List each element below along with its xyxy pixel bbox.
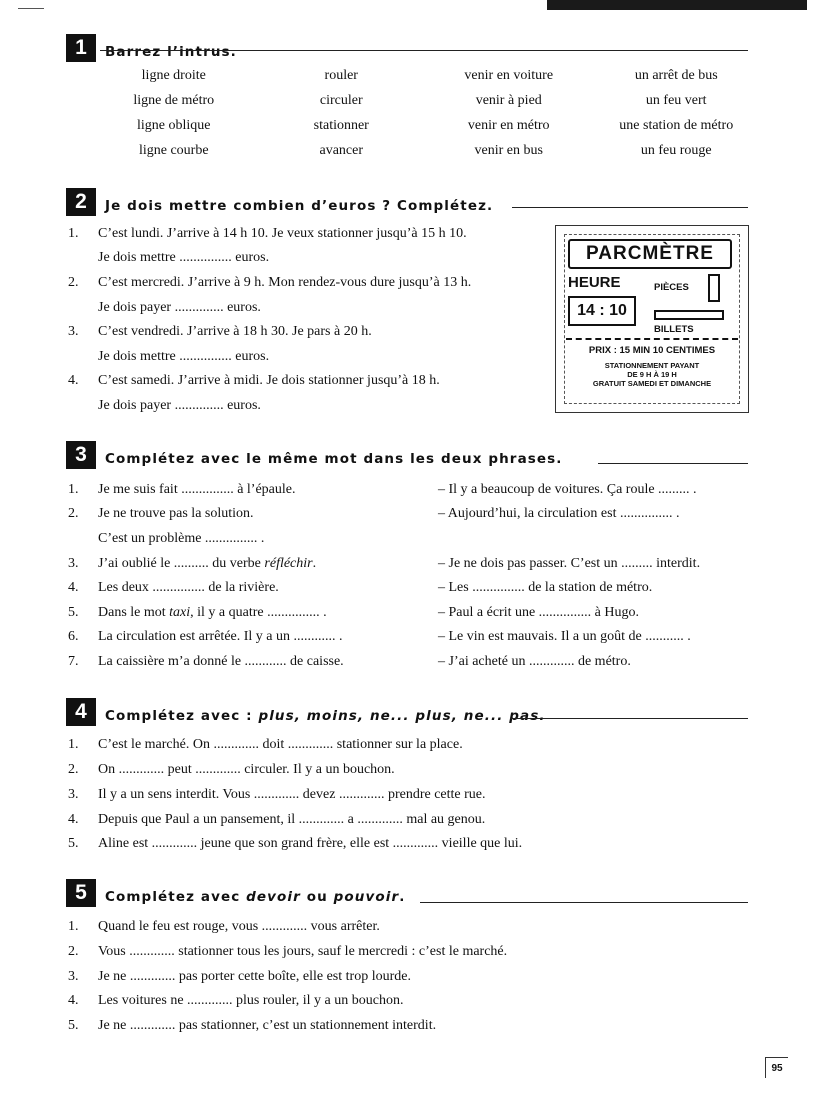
item-text: La circulation est arrêtée. Il y a un ............ .	[98, 629, 343, 644]
word-cell: ligne droite	[141, 68, 206, 83]
meter-title: PARCMÈTRE	[568, 239, 732, 269]
ex4-item	[68, 759, 395, 781]
item-text: Depuis que Paul a un pansement, il ............. a ............. mal au genou.	[98, 812, 486, 827]
item-number: 5.	[68, 1018, 79, 1033]
parking-meter-illustration	[555, 225, 749, 413]
ex3-right-item: – Il y a beaucoup de voitures. Ça roule ......... .	[438, 482, 697, 497]
word-cell: avancer	[319, 143, 364, 158]
item-text: Vous ............. stationner tous les jours, sauf le mercredi : c’est le marché.	[98, 944, 508, 959]
header-bar	[547, 0, 807, 10]
exercise-title: Je dois mettre combien d’euros ? Complétez.	[105, 198, 494, 214]
ex2-item-line	[68, 321, 372, 343]
title-rule	[598, 463, 748, 464]
word-cell: stationner	[313, 118, 369, 133]
title-rule	[100, 50, 748, 51]
ex3-left-item	[68, 528, 264, 550]
ex5-item	[68, 966, 411, 988]
item-number: 4.	[68, 812, 79, 827]
word-cell: venir en voiture	[464, 68, 554, 83]
title-rule	[420, 902, 748, 903]
exercise-number: 3	[66, 441, 96, 469]
title-rule	[512, 207, 748, 208]
item-text: C’est lundi. J’arrive à 14 h 10. Je veux stationner jusqu’à 15 h 10.	[98, 226, 467, 241]
item-number: 6.	[68, 629, 79, 644]
item-number: 4.	[68, 993, 79, 1008]
ex2-answer-line: Je dois payer .............. euros.	[98, 398, 261, 413]
meter-info-line: GRATUIT SAMEDI ET DIMANCHE	[592, 379, 712, 388]
title-words: plus, moins, ne... plus, ne... pas.	[258, 708, 546, 724]
word-cell: venir en métro	[467, 118, 550, 133]
item-number: 5.	[68, 836, 79, 851]
ex4-item	[68, 809, 485, 831]
title-word-devoir: devoir	[246, 889, 301, 905]
ex5-item	[68, 941, 507, 963]
bill-slot-icon	[654, 310, 724, 320]
page-number: 95	[765, 1057, 788, 1078]
top-dash	[18, 8, 44, 9]
item-number: 1.	[68, 226, 79, 241]
item-number: 2.	[68, 275, 79, 290]
ex5-item	[68, 1015, 436, 1037]
meter-price: PRIX : 15 MIN 10 CENTIMES	[588, 345, 716, 356]
ex3-right-item: – Le vin est mauvais. Il a un goût de ........... .	[438, 629, 691, 644]
ex3-right-item: – Je ne dois pas passer. C’est un ......... interdit.	[438, 556, 701, 571]
meter-billets-label: BILLETS	[654, 324, 694, 335]
item-text: Les voitures ne ............. plus rouler, il y a un bouchon.	[98, 993, 404, 1008]
ex2-item-line	[68, 223, 467, 245]
word-cell: un feu rouge	[640, 143, 712, 158]
exercise-4-header	[66, 698, 546, 726]
item-text: Il y a un sens interdit. Vous ............. devez ............. prendre cette rue.	[98, 787, 486, 802]
ex3-left-item	[68, 602, 327, 624]
item-number: 2.	[68, 762, 79, 777]
ex2-answer-line: Je dois mettre ............... euros.	[98, 349, 270, 364]
ex3-left-item	[68, 577, 279, 599]
title-prefix: Complétez avec	[105, 889, 247, 905]
item-text: La caissière m’a donné le ............ de caisse.	[98, 654, 344, 669]
exercise-3-header	[66, 441, 563, 469]
meter-heure-label: HEURE	[568, 274, 621, 291]
ex3-left-item	[68, 626, 343, 648]
meter-pieces-label: PIÈCES	[654, 282, 689, 293]
item-text: J’ai oublié le .......... du verbe réfléchir.	[98, 556, 317, 571]
exercise-number: 4	[66, 698, 96, 726]
word-cell: ligne oblique	[137, 118, 211, 133]
meter-info-line: STATIONNEMENT PAYANT	[604, 361, 700, 370]
exercise-number: 5	[66, 879, 96, 907]
exercise-title	[105, 708, 546, 724]
item-text: Quand le feu est rouge, vous ............. vous arrêter.	[98, 919, 380, 934]
item-number: 4.	[68, 580, 79, 595]
item-number: 5.	[68, 605, 79, 620]
ex4-item	[68, 833, 522, 855]
word-cell: une station de métro	[619, 118, 734, 133]
exercise-title: Complétez avec le même mot dans les deux phrases.	[105, 451, 563, 467]
exercise-2-header	[66, 188, 493, 216]
item-text: C’est samedi. J’arrive à midi. Je dois stationner jusqu’à 18 h.	[98, 373, 440, 388]
item-text: Les deux ............... de la rivière.	[98, 580, 279, 595]
ex3-left-item	[68, 479, 296, 501]
exercise-title: Barrez l’intrus.	[105, 44, 237, 60]
item-number: 1.	[68, 482, 79, 497]
exercise-5-header	[66, 879, 405, 907]
item-text: Dans le mot taxi, il y a quatre ............... .	[98, 605, 327, 620]
item-number: 4.	[68, 373, 79, 388]
title-period: .	[399, 889, 406, 905]
meter-time-display: 14 : 10	[568, 296, 636, 326]
exercise-number: 1	[66, 34, 96, 62]
word-cell: venir en bus	[474, 143, 543, 158]
title-prefix: Complétez avec :	[105, 708, 259, 724]
meter-divider	[566, 338, 738, 340]
item-text: On ............. peut ............. circuler. Il y a un bouchon.	[98, 762, 395, 777]
item-text: C’est vendredi. J’arrive à 18 h 30. Je pars à 20 h.	[98, 324, 372, 339]
title-rule	[510, 718, 748, 719]
ex3-right-item: – Les ............... de la station de métro.	[438, 580, 653, 595]
item-number: 1.	[68, 919, 79, 934]
item-number: 7.	[68, 654, 79, 669]
exercise-title	[105, 889, 405, 905]
ex2-answer-line: Je dois mettre ............... euros.	[98, 250, 270, 265]
ex3-left-item	[68, 651, 344, 673]
word-cell: rouler	[324, 68, 358, 83]
item-text: C’est mercredi. J’arrive à 9 h. Mon rendez-vous dure jusqu’à 13 h.	[98, 275, 472, 290]
ex2-answer-line: Je dois payer .............. euros.	[98, 300, 261, 315]
item-text: C’est un problème ............... .	[98, 531, 265, 546]
item-text: Je ne ............. pas stationner, c’est un stationnement interdit.	[98, 1018, 437, 1033]
ex2-item-line	[68, 272, 471, 294]
ex3-right-item: – J’ai acheté un ............. de métro.	[438, 654, 631, 669]
exercise-1-header	[66, 34, 237, 62]
item-text: C’est le marché. On ............. doit ............. stationner sur la place.	[98, 737, 463, 752]
ex5-item	[68, 916, 380, 938]
item-text: Aline est ............. jeune que son grand frère, elle est ............. vieille que lui.	[98, 836, 523, 851]
ex5-item	[68, 990, 403, 1012]
meter-info-line: DE 9 H À 19 H	[627, 370, 677, 379]
word-cell: venir à pied	[475, 93, 542, 108]
item-number: 2.	[68, 944, 79, 959]
item-number: 3.	[68, 556, 79, 571]
item-number: 3.	[68, 324, 79, 339]
item-number: 1.	[68, 737, 79, 752]
title-word-pouvoir: pouvoir	[333, 889, 400, 905]
word-cell: circuler	[319, 93, 363, 108]
title-ou: ou	[300, 889, 334, 905]
ex3-right-item: – Paul a écrit une ............... à Hugo.	[438, 605, 640, 620]
item-number: 3.	[68, 969, 79, 984]
ex4-item	[68, 784, 486, 806]
item-text: Je ne trouve pas la solution.	[98, 506, 254, 521]
ex2-item-line	[68, 370, 440, 392]
ex3-left-item	[68, 503, 254, 525]
item-number: 3.	[68, 787, 79, 802]
ex4-item	[68, 734, 463, 756]
coin-slot-icon	[708, 274, 720, 302]
item-number: 2.	[68, 506, 79, 521]
ex3-right-item: – Aujourd’hui, la circulation est ............... .	[438, 506, 680, 521]
word-cell: un arrêt de bus	[634, 68, 718, 83]
ex1-word-grid	[90, 66, 760, 160]
ex3-left-item	[68, 553, 316, 575]
word-cell: ligne courbe	[138, 143, 209, 158]
item-text: Je ne ............. pas porter cette boîte, elle est trop lourde.	[98, 969, 411, 984]
word-cell: ligne de métro	[133, 93, 215, 108]
item-text: Je me suis fait ............... à l’épaule.	[98, 482, 296, 497]
word-cell: un feu vert	[645, 93, 707, 108]
exercise-number: 2	[66, 188, 96, 216]
